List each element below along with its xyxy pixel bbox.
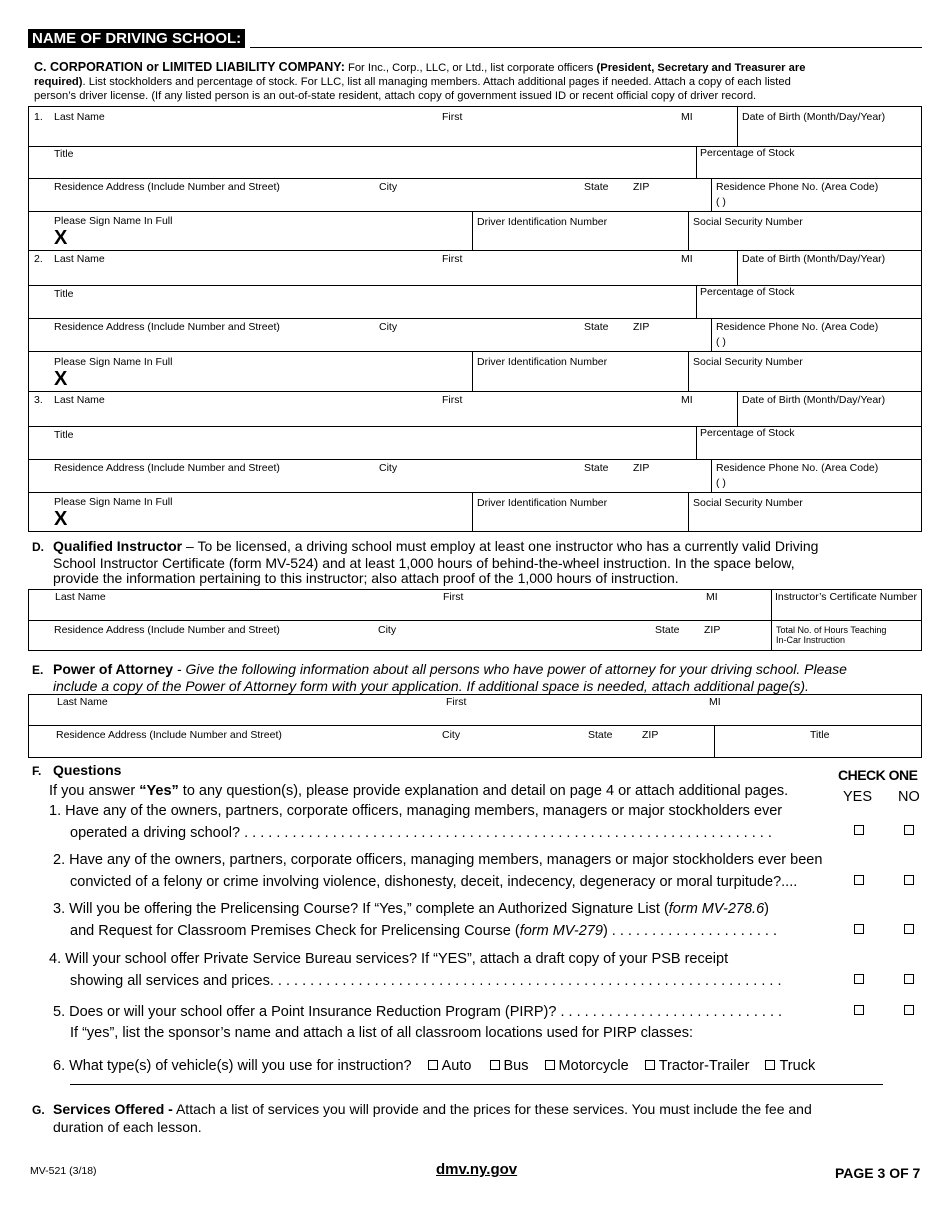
section-e-table — [28, 694, 922, 758]
phone-paren: ( ) — [716, 196, 726, 208]
last-name-label: Last Name — [57, 696, 108, 708]
signature-x[interactable]: X — [54, 368, 68, 390]
res-address-label: Residence Address (Include Number and Street) — [54, 462, 280, 474]
res-address-label: Residence Address (Include Number and Street) — [54, 624, 280, 636]
cert-number-label: Instructor’s Certificate Number — [775, 591, 917, 603]
page-number: PAGE 3 OF 7 — [835, 1165, 921, 1181]
first-name-label: First — [442, 394, 463, 406]
question-4-line-1: 4. Will your school offer Private Service Bureau services? If “YES”, attach a draft copy of your PSB receipt — [49, 951, 729, 967]
question-5-line-1: 5. Does or will your school offer a Point Insurance Reduction Program (PIRP)? . . . . . . . . . . . . . . . . . . . . . . . . . . . . — [53, 1004, 783, 1020]
section-d-intro: D. Qualified Instructor – To be licensed, a driving school must employ at least one instructor who has a currently valid Driving School Instructor Certificate (form MV-524) and at least 1,000 hours of behind-the-wheel instruction. In the space below, provide the information pertaining to this instructor; also attach proof of the 1,000 hours of instruction. — [32, 538, 819, 586]
section-e-intro: E. Power of Attorney - Give the following information about all persons who have power of attorney for your driving school. Please include a copy of the Power of Attorney form with your application. If additional space is needed, attach additional page(s). — [32, 661, 847, 694]
res-address-label: Residence Address (Include Number and Street) — [56, 729, 282, 741]
school-name-label: NAME OF DRIVING SCHOOL: — [28, 29, 245, 48]
question-3-line-1: 3. Will you be offering the Prelicensing Course? If “Yes,” complete an Authorized Signature List (form MV-278.6) — [53, 901, 769, 917]
state-label: State — [655, 624, 680, 636]
section-c-title: C. CORPORATION or LIMITED LIABILITY COMPANY: — [34, 60, 345, 74]
hours-label-1: Total No. of Hours Teaching — [776, 625, 887, 635]
vehicle-auto-checkbox[interactable] — [428, 1060, 438, 1070]
section-f-title: Questions — [53, 762, 122, 778]
section-d-title: Qualified Instructor — [53, 538, 183, 554]
driver-id-label: Driver Identification Number — [477, 497, 608, 509]
q1-yes-checkbox[interactable] — [854, 825, 864, 835]
sign-label: Please Sign Name In Full — [54, 496, 173, 508]
pct-stock-label: Percentage of Stock — [700, 286, 795, 298]
row-number: 2. — [34, 253, 43, 265]
q3-yes-checkbox[interactable] — [854, 924, 864, 934]
vehicle-tractor-trailer-option[interactable]: Tractor-Trailer — [645, 1058, 750, 1074]
question-1-line-2: operated a driving school? . . . . . . . . . . . . . . . . . . . . . . . . . . . . . . . . . . . . . . . . . . . . . . . . . . . . . . . . . . . . . . . . . . — [70, 825, 772, 841]
q4-yes-checkbox[interactable] — [854, 974, 864, 984]
state-label: State — [584, 462, 609, 474]
driver-id-label: Driver Identification Number — [477, 216, 608, 228]
no-header: NO — [898, 789, 920, 805]
question-6: 6. What type(s) of vehicle(s) will you use for instruction? Auto Bus Motorcycle Tractor-Trailer Truck — [53, 1058, 816, 1074]
q2-no-checkbox[interactable] — [904, 875, 914, 885]
title-label: Title — [54, 288, 74, 300]
ssn-label: Social Security Number — [693, 356, 803, 368]
vehicle-bus-option[interactable]: Bus — [490, 1058, 529, 1074]
res-address-label: Residence Address (Include Number and Street) — [54, 321, 280, 333]
question-2-line-1: 2. Have any of the owners, partners, corporate officers, managing members, managers or major stockholders ever been — [53, 852, 823, 868]
first-name-label: First — [442, 111, 463, 123]
mi-label: MI — [709, 696, 721, 708]
q4-no-checkbox[interactable] — [904, 974, 914, 984]
pct-stock-label: Percentage of Stock — [700, 427, 795, 439]
first-name-label: First — [442, 253, 463, 265]
row-number: 1. — [34, 111, 43, 123]
check-one-label: CHECK ONE — [838, 767, 918, 783]
section-f-heading: F. Questions — [32, 762, 122, 778]
vehicle-auto-option[interactable]: Auto — [428, 1058, 472, 1074]
mi-label: MI — [681, 111, 693, 123]
q1-no-checkbox[interactable] — [904, 825, 914, 835]
res-phone-label: Residence Phone No. (Area Code) — [716, 462, 879, 474]
questions-intro: If you answer “Yes” to any question(s), please provide explanation and detail on page 4 or attach additional pages. — [49, 783, 789, 799]
first-name-label: First — [446, 696, 467, 708]
state-label: State — [584, 321, 609, 333]
hours-label-2: In-Car Instruction — [776, 635, 846, 645]
last-name-label: Last Name — [55, 591, 106, 603]
title-label: Title — [810, 729, 830, 741]
mi-label: MI — [681, 394, 693, 406]
dob-label: Date of Birth (Month/Day/Year) — [742, 394, 886, 406]
zip-label: ZIP — [642, 729, 659, 741]
state-label: State — [588, 729, 613, 741]
zip-label: ZIP — [633, 462, 650, 474]
city-label: City — [442, 729, 461, 741]
vehicle-bus-checkbox[interactable] — [490, 1060, 500, 1070]
q5-no-checkbox[interactable] — [904, 1005, 914, 1015]
sign-label: Please Sign Name In Full — [54, 356, 173, 368]
website-link[interactable]: dmv.ny.gov — [436, 1161, 518, 1178]
zip-label: ZIP — [633, 181, 650, 193]
row-number: 3. — [34, 394, 43, 406]
signature-x[interactable]: X — [54, 508, 68, 530]
title-label: Title — [54, 429, 74, 441]
last-name-label: Last Name — [54, 394, 105, 406]
q3-no-checkbox[interactable] — [904, 924, 914, 934]
question-2-line-2: convicted of a felony or crime involving violence, dishonesty, deceit, indecency, degeneracy or moral turpitude?.... — [70, 874, 798, 890]
city-label: City — [379, 181, 398, 193]
sign-label: Please Sign Name In Full — [54, 215, 173, 227]
first-name-label: First — [443, 591, 464, 603]
state-label: State — [584, 181, 609, 193]
mi-label: MI — [681, 253, 693, 265]
question-4-line-2: showing all services and prices. . . . . . . . . . . . . . . . . . . . . . . . . . . . . . . . . . . . . . . . . . . . . . . . . . . . . . . . . . . . . . . . — [70, 973, 782, 989]
vehicle-motorcycle-option[interactable]: Motorcycle — [545, 1058, 629, 1074]
ssn-label: Social Security Number — [693, 497, 803, 509]
vehicle-truck-checkbox[interactable] — [765, 1060, 775, 1070]
q5-yes-checkbox[interactable] — [854, 1005, 864, 1015]
mi-label: MI — [706, 591, 718, 603]
city-label: City — [379, 321, 398, 333]
phone-paren: ( ) — [716, 477, 726, 489]
form-id: MV-521 (3/18) — [30, 1165, 97, 1177]
vehicle-truck-option[interactable]: Truck — [765, 1058, 815, 1074]
res-address-label: Residence Address (Include Number and Street) — [54, 181, 280, 193]
last-name-label: Last Name — [54, 111, 105, 123]
last-name-label: Last Name — [54, 253, 105, 265]
section-g-intro: G. Services Offered - Attach a list of services you will provide and the prices for these services. You must include the fee and duration of each lesson. — [32, 1101, 812, 1135]
city-label: City — [379, 462, 398, 474]
dob-label: Date of Birth (Month/Day/Year) — [742, 253, 886, 265]
question-3-line-2: and Request for Classroom Premises Check for Prelicensing Course (form MV-279) . . . . . . . . . . . . . . . . . . . . . — [70, 923, 777, 939]
pct-stock-label: Percentage of Stock — [700, 147, 795, 159]
dob-label: Date of Birth (Month/Day/Year) — [742, 111, 886, 123]
vehicle-motorcycle-checkbox[interactable] — [545, 1060, 555, 1070]
section-c-intro: C. CORPORATION or LIMITED LIABILITY COMPANY: For Inc., Corp., LLC, or Ltd., list corporate officers (President, Secretary and Treasurer are required). List stockholders and percentage of stock. For LLC, list all managing members. Attach additional pages if needed. Attach a copy of each listed person’s driver license. (If any listed person is an out-of-state resident, attach copy of government issued ID or recent official copy of driver record. — [34, 60, 806, 102]
zip-label: ZIP — [704, 624, 721, 636]
ssn-label: Social Security Number — [693, 216, 803, 228]
phone-paren: ( ) — [716, 336, 726, 348]
city-label: City — [378, 624, 397, 636]
title-label: Title — [54, 148, 74, 160]
section-e-title: Power of Attorney — [53, 661, 174, 677]
res-phone-label: Residence Phone No. (Area Code) — [716, 181, 879, 193]
zip-label: ZIP — [633, 321, 650, 333]
signature-x[interactable]: X — [54, 227, 68, 249]
question-5-line-2: If “yes”, list the sponsor’s name and attach a list of all classroom locations used for PIRP classes: — [70, 1025, 693, 1041]
vehicle-tractor-trailer-checkbox[interactable] — [645, 1060, 655, 1070]
q2-yes-checkbox[interactable] — [854, 875, 864, 885]
question-1-line-1: 1. Have any of the owners, partners, corporate officers, managing members, managers or major stockholders ever — [49, 803, 783, 819]
driver-id-label: Driver Identification Number — [477, 356, 608, 368]
pirp-answer-line[interactable] — [70, 1084, 883, 1085]
res-phone-label: Residence Phone No. (Area Code) — [716, 321, 879, 333]
school-name-field[interactable] — [250, 47, 922, 48]
section-g-title: Services Offered - — [53, 1101, 173, 1117]
yes-header: YES — [843, 789, 873, 805]
